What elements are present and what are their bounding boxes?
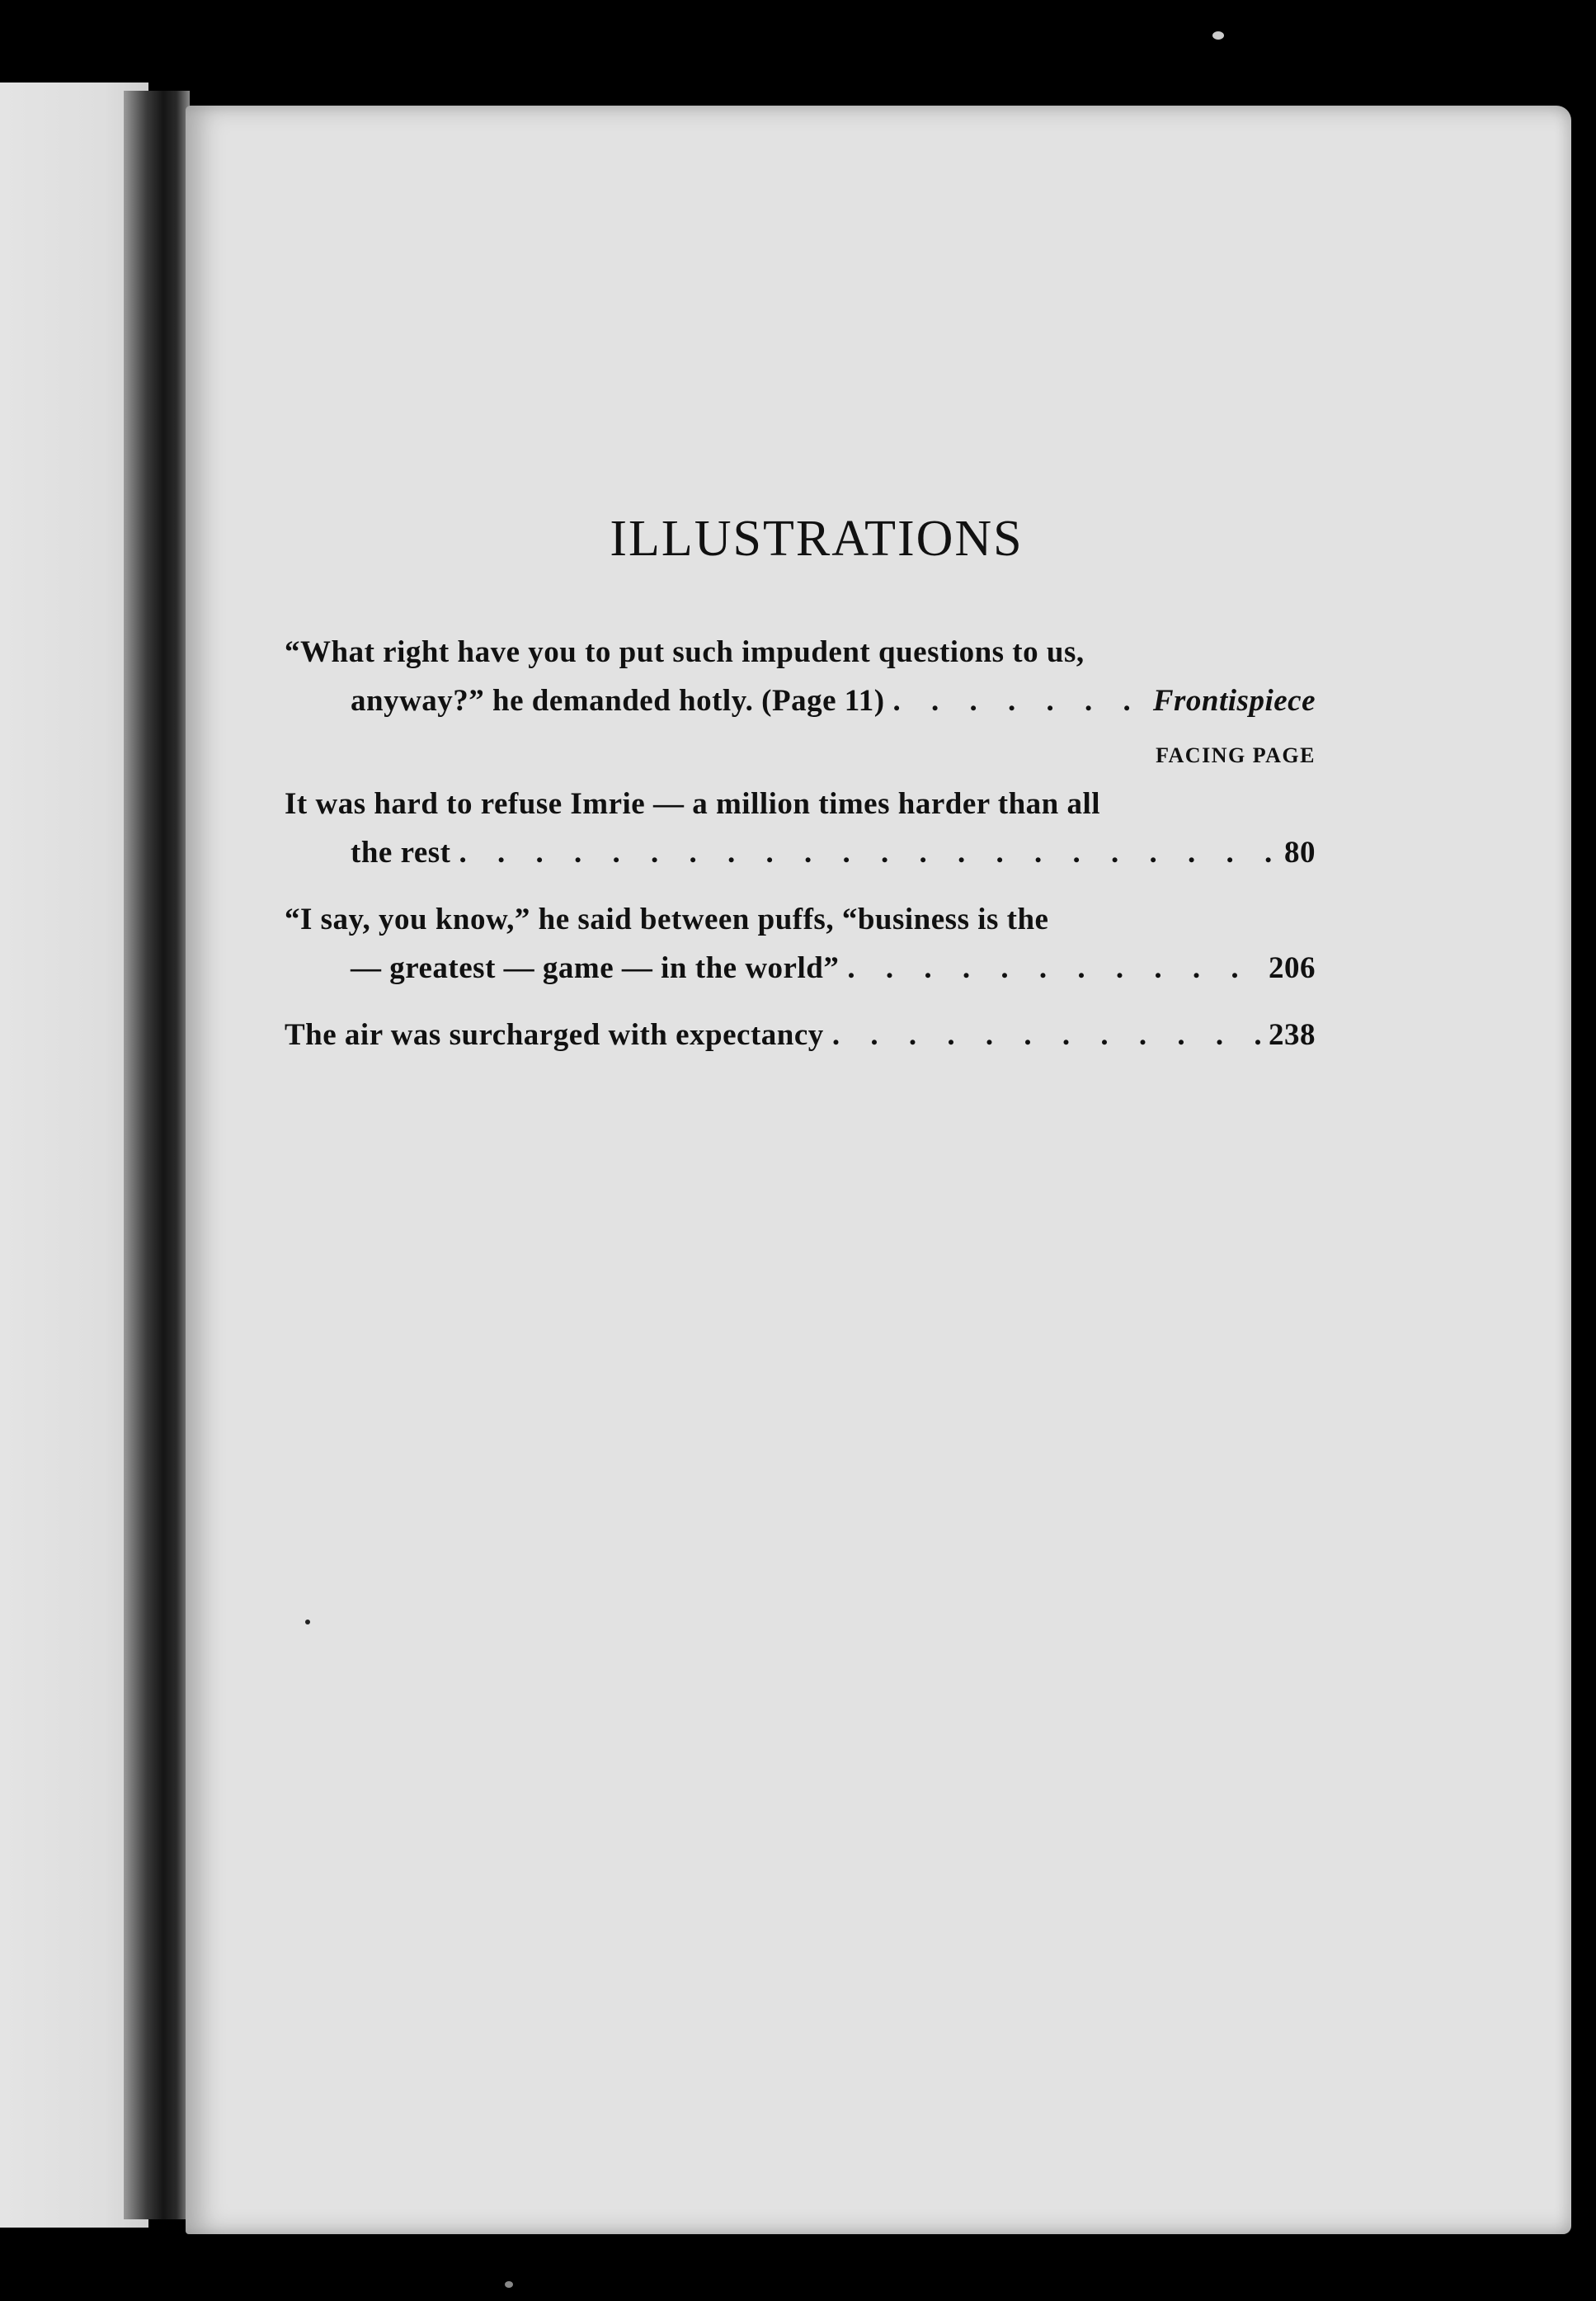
entry-line-1: “I say, you know,” he said between puffs, “business is the bbox=[285, 903, 1049, 936]
entry-page-ref: 80 bbox=[1284, 836, 1316, 870]
entry-line-2: — greatest — game — in the world” bbox=[351, 951, 840, 985]
facing-page-label: FACING PAGE bbox=[1156, 743, 1316, 767]
entry-line-2: anyway?” he demanded hotly. (Page 11) bbox=[351, 684, 885, 718]
book-page bbox=[186, 106, 1571, 2234]
page-speck bbox=[305, 1620, 310, 1624]
entry-line-2: the rest bbox=[351, 836, 451, 870]
dot-leader bbox=[847, 944, 1260, 993]
entry-page-ref: 238 bbox=[1269, 1018, 1316, 1052]
book-gutter bbox=[124, 91, 190, 2219]
entry-line-2: The air was surcharged with expectancy bbox=[285, 1018, 824, 1052]
illustration-entry bbox=[285, 780, 1316, 877]
dot-leader bbox=[459, 828, 1276, 877]
illustration-entry bbox=[285, 1011, 1316, 1059]
dot-leader bbox=[832, 1011, 1260, 1059]
entry-page-ref: Frontispiece bbox=[1152, 684, 1316, 718]
scan-speck bbox=[505, 2281, 513, 2288]
illustration-entry bbox=[285, 895, 1316, 993]
entry-page-ref: 206 bbox=[1269, 951, 1316, 985]
illustration-entry bbox=[285, 628, 1316, 725]
entry-line-1: “What right have you to put such impudent questions to us, bbox=[285, 635, 1085, 669]
scan-speck bbox=[1212, 31, 1224, 40]
entry-line-1: It was hard to refuse Imrie — a million times harder than all bbox=[285, 787, 1101, 821]
page-title: ILLUSTRATIONS bbox=[610, 511, 1024, 567]
illustrations-list bbox=[285, 510, 1316, 1077]
dot-leader bbox=[893, 677, 1145, 725]
